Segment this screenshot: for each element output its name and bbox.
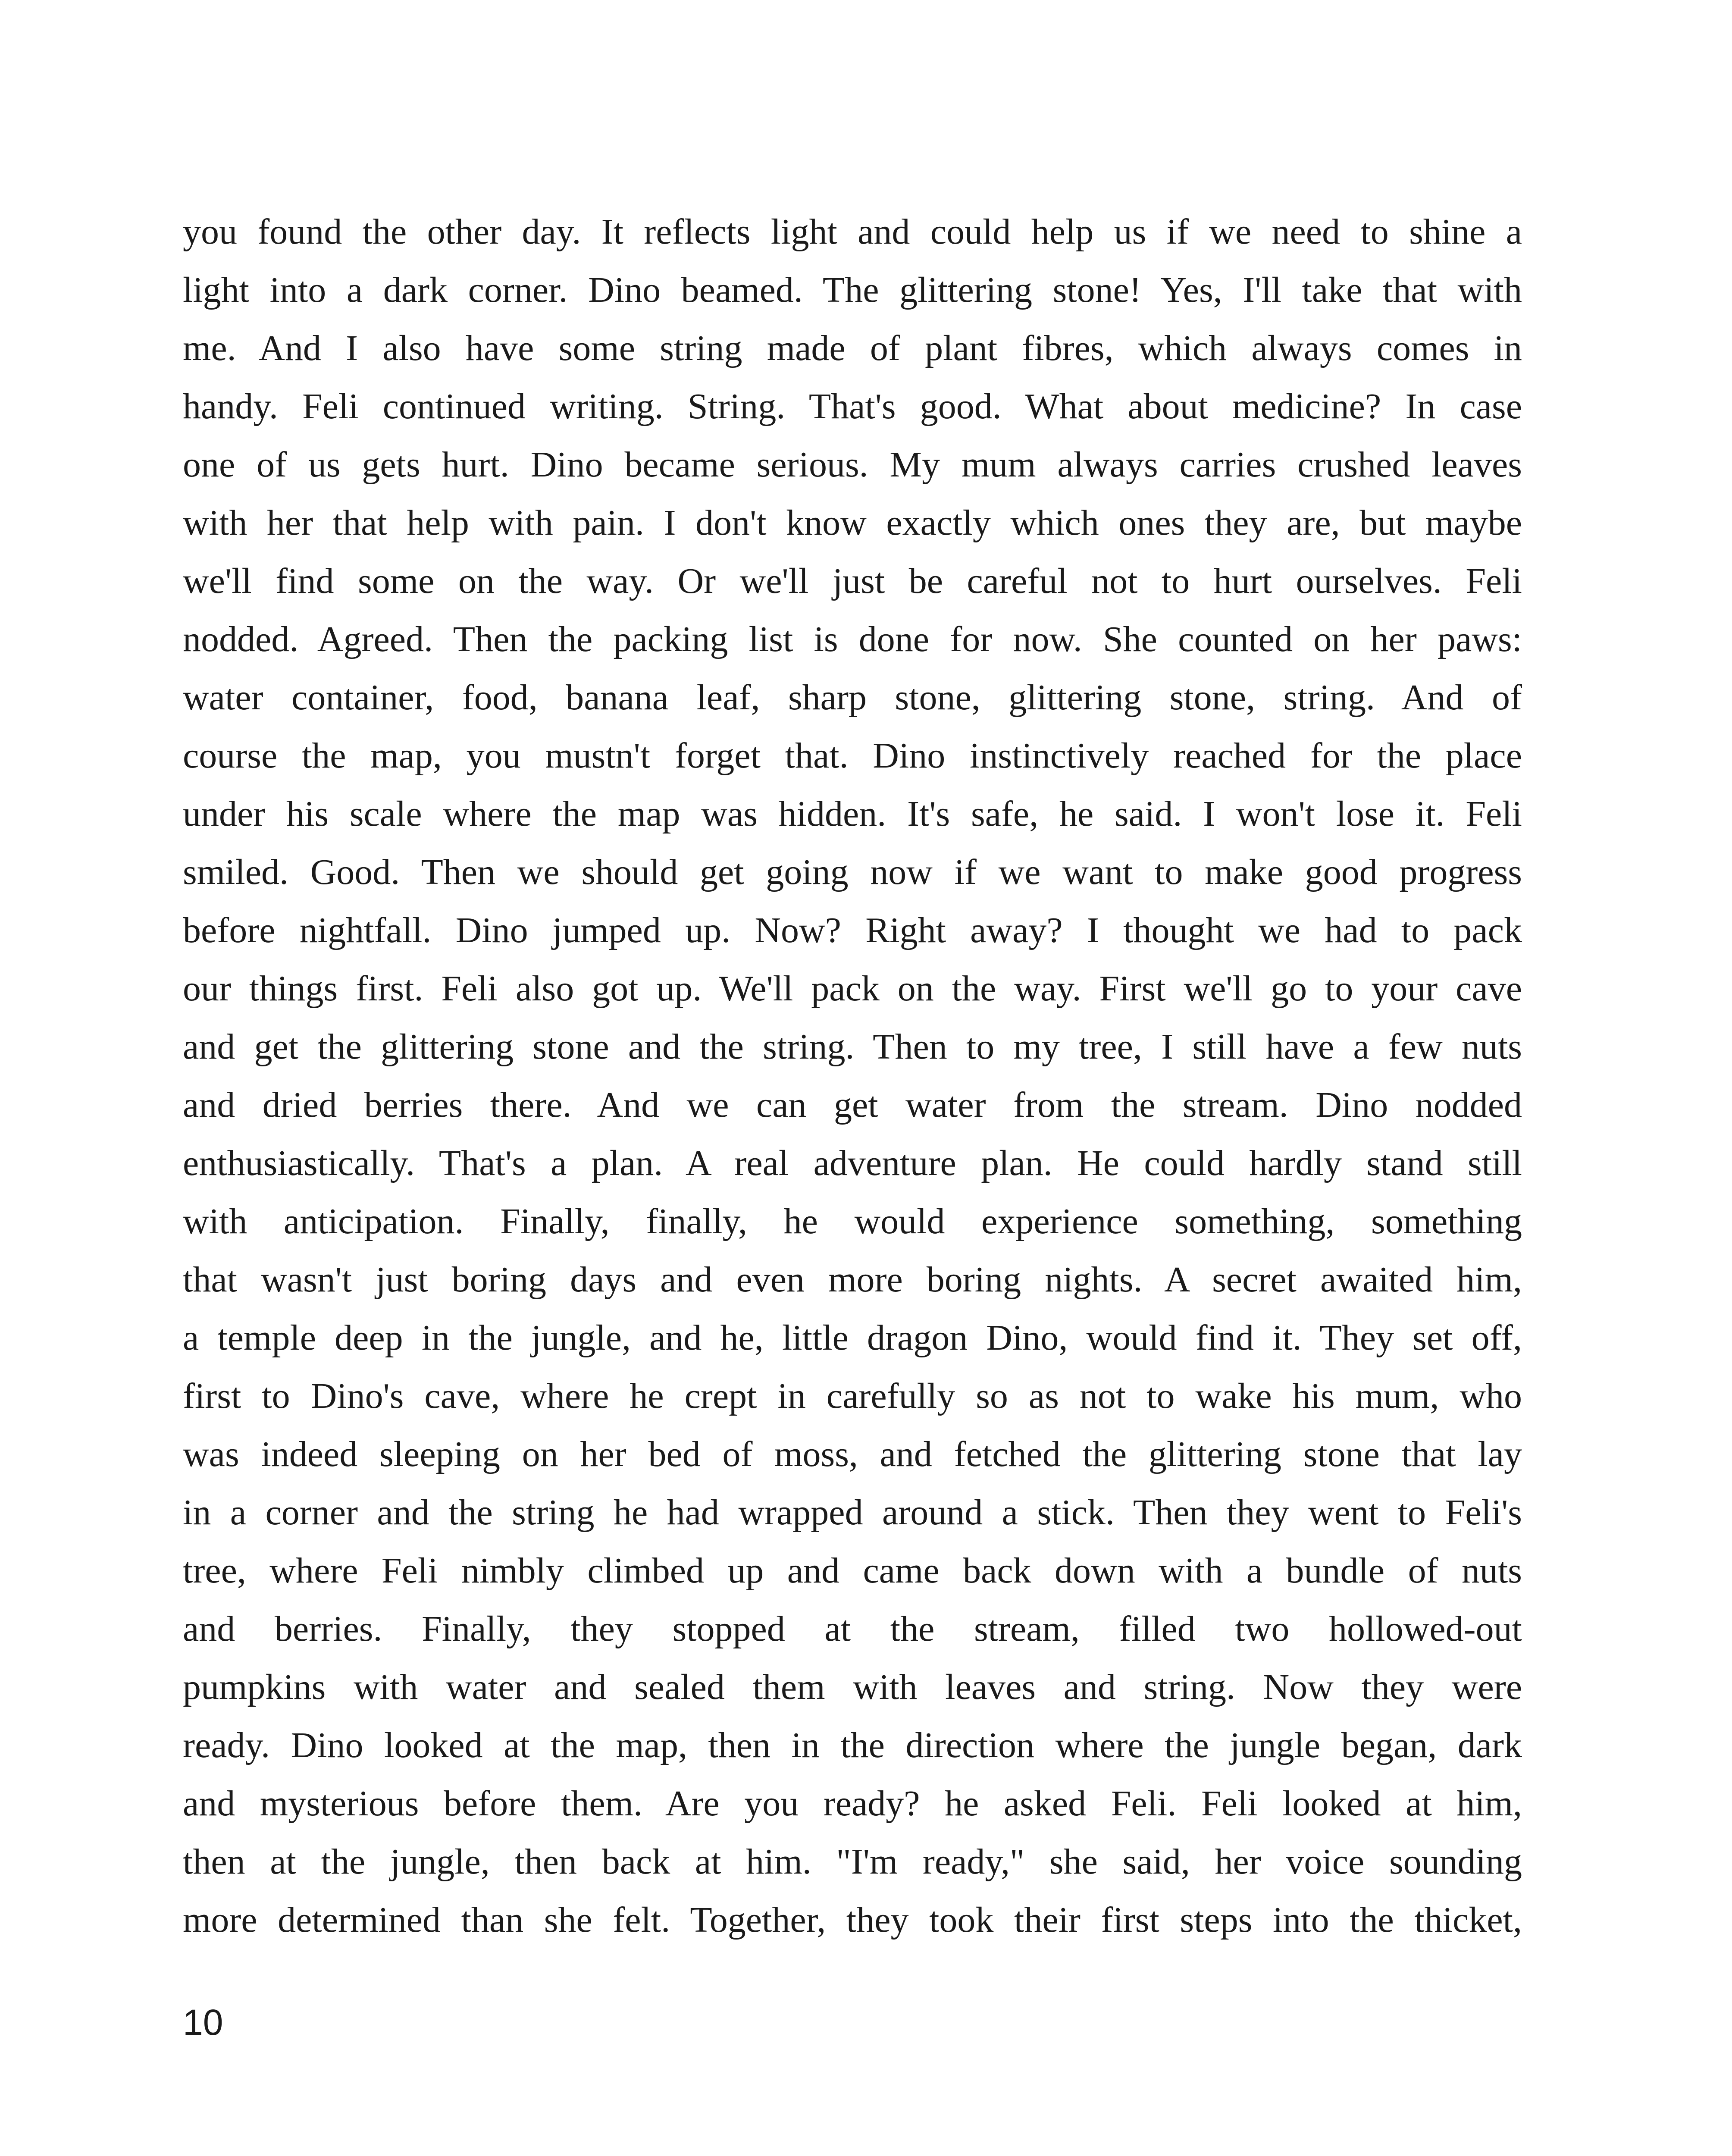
text-line: tree, where Feli nimbly climbed up and came back down with a bundle of nuts [183,1551,1522,1591]
text-line: and get the glittering stone and the string. Then to my tree, I still have a few nuts [183,1027,1522,1067]
text-line: in a corner and the string he had wrapped around a stick. Then they went to Feli's [183,1492,1522,1532]
text-line: pumpkins with water and sealed them with leaves and string. Now they were [183,1667,1522,1707]
page-number: 10 [183,2002,223,2043]
text-line: under his scale where the map was hidden. It's safe, he said. I won't lose it. Feli [183,794,1522,834]
text-line: handy. Feli continued writing. String. That's good. What about medicine? In case [183,386,1522,426]
text-line: you found the other day. It reflects light and could help us if we need to shine a [183,212,1522,252]
text-line: one of us gets hurt. Dino became serious. My mum always carries crushed leaves [183,445,1522,485]
text-line: nodded. Agreed. Then the packing list is done for now. She counted on her paws: [183,619,1522,659]
text-line: course the map, you mustn't forget that. Dino instinctively reached for the place [183,736,1522,776]
text-line: more determined than she felt. Together, they took their first steps into the thicket, [183,1900,1522,1940]
text-line: a temple deep in the jungle, and he, little dragon Dino, would find it. They set off, [183,1318,1522,1358]
text-line: and dried berries there. And we can get water from the stream. Dino nodded [183,1085,1522,1125]
text-line: ready. Dino looked at the map, then in the direction where the jungle began, dark [183,1725,1522,1765]
text-line: water container, food, banana leaf, sharp stone, glittering stone, string. And of [183,677,1522,718]
text-line: with anticipation. Finally, finally, he would experience something, something [183,1201,1522,1241]
text-line: me. And I also have some string made of plant fibres, which always comes in [183,328,1522,368]
text-line: was indeed sleeping on her bed of moss, and fetched the glittering stone that lay [183,1434,1522,1474]
text-line: we'll find some on the way. Or we'll just be careful not to hurt ourselves. Feli [183,561,1522,601]
text-line: enthusiastically. That's a plan. A real adventure plan. He could hardly stand still [183,1143,1522,1183]
text-line: light into a dark corner. Dino beamed. The glittering stone! Yes, I'll take that with [183,270,1522,310]
text-line: first to Dino's cave, where he crept in carefully so as not to wake his mum, who [183,1376,1522,1416]
text-line: then at the jungle, then back at him. "I'm ready," she said, her voice sounding [183,1842,1522,1882]
text-line: that wasn't just boring days and even more boring nights. A secret awaited him, [183,1260,1522,1300]
text-line: before nightfall. Dino jumped up. Now? Right away? I thought we had to pack [183,910,1522,950]
text-line: and berries. Finally, they stopped at the stream, filled two hollowed-out [183,1609,1522,1649]
text-line: smiled. Good. Then we should get going now if we want to make good progress [183,852,1522,892]
text-line: with her that help with pain. I don't know exactly which ones they are, but maybe [183,503,1522,543]
text-line: and mysterious before them. Are you ready? he asked Feli. Feli looked at him, [183,1783,1522,1824]
body-text [183,203,1522,1949]
text-line: our things first. Feli also got up. We'll pack on the way. First we'll go to your cave [183,968,1522,1009]
